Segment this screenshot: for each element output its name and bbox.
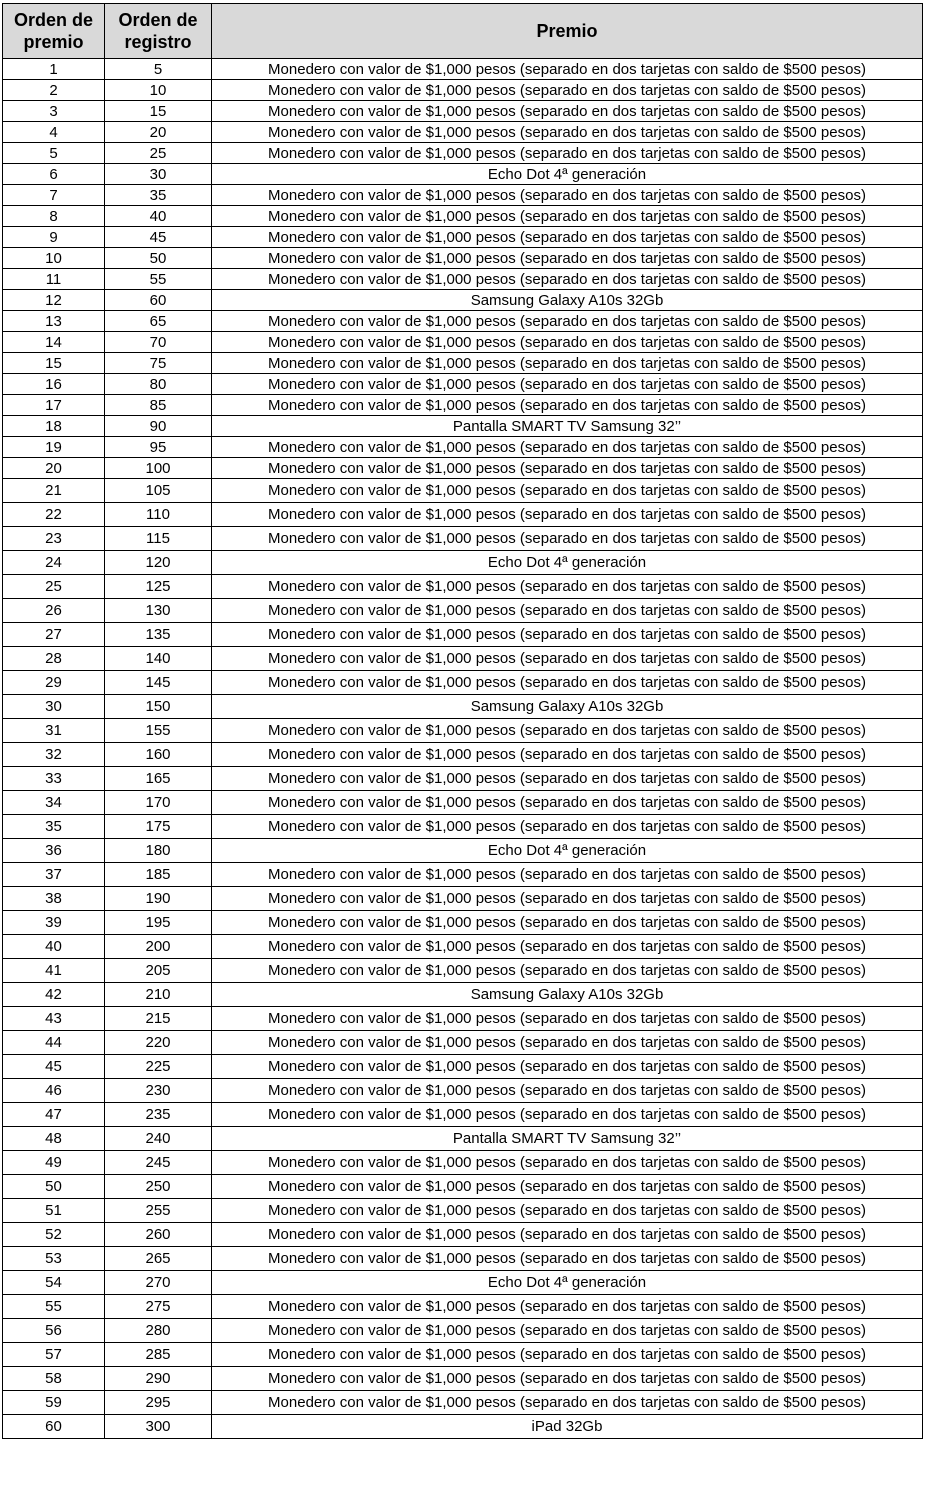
cell-premio: Monedero con valor de $1,000 pesos (separado en dos tarjetas con saldo de $500 pesos) bbox=[212, 1055, 923, 1079]
table-row bbox=[3, 1079, 923, 1103]
cell-premio: Monedero con valor de $1,000 pesos (separado en dos tarjetas con saldo de $500 pesos) bbox=[212, 527, 923, 551]
cell-orden-registro: 300 bbox=[105, 1415, 212, 1439]
cell-orden-registro: 125 bbox=[105, 575, 212, 599]
cell-premio: Monedero con valor de $1,000 pesos (separado en dos tarjetas con saldo de $500 pesos) bbox=[212, 815, 923, 839]
table-row bbox=[3, 332, 923, 353]
table-row bbox=[3, 353, 923, 374]
cell-orden-registro: 280 bbox=[105, 1319, 212, 1343]
table-row bbox=[3, 671, 923, 695]
cell-premio: Monedero con valor de $1,000 pesos (separado en dos tarjetas con saldo de $500 pesos) bbox=[212, 911, 923, 935]
cell-orden-registro: 160 bbox=[105, 743, 212, 767]
cell-premio: Monedero con valor de $1,000 pesos (separado en dos tarjetas con saldo de $500 pesos) bbox=[212, 269, 923, 290]
table-row bbox=[3, 935, 923, 959]
cell-premio: Monedero con valor de $1,000 pesos (separado en dos tarjetas con saldo de $500 pesos) bbox=[212, 623, 923, 647]
cell-premio: Echo Dot 4ª generación bbox=[212, 839, 923, 863]
cell-orden-premio: 38 bbox=[3, 887, 105, 911]
cell-orden-premio: 11 bbox=[3, 269, 105, 290]
table-body bbox=[3, 59, 923, 1439]
cell-orden-registro: 295 bbox=[105, 1391, 212, 1415]
table-row bbox=[3, 185, 923, 206]
cell-premio: Monedero con valor de $1,000 pesos (separado en dos tarjetas con saldo de $500 pesos) bbox=[212, 1031, 923, 1055]
cell-orden-registro: 40 bbox=[105, 206, 212, 227]
table-row bbox=[3, 1247, 923, 1271]
cell-orden-registro: 45 bbox=[105, 227, 212, 248]
cell-orden-registro: 65 bbox=[105, 311, 212, 332]
cell-orden-registro: 105 bbox=[105, 479, 212, 503]
cell-orden-registro: 155 bbox=[105, 719, 212, 743]
table-row bbox=[3, 416, 923, 437]
cell-premio: Echo Dot 4ª generación bbox=[212, 164, 923, 185]
cell-orden-premio: 51 bbox=[3, 1199, 105, 1223]
cell-premio: Monedero con valor de $1,000 pesos (separado en dos tarjetas con saldo de $500 pesos) bbox=[212, 122, 923, 143]
cell-premio: Monedero con valor de $1,000 pesos (separado en dos tarjetas con saldo de $500 pesos) bbox=[212, 1199, 923, 1223]
table-row bbox=[3, 437, 923, 458]
cell-orden-premio: 36 bbox=[3, 839, 105, 863]
cell-premio: Echo Dot 4ª generación bbox=[212, 1271, 923, 1295]
table-row bbox=[3, 647, 923, 671]
cell-orden-registro: 135 bbox=[105, 623, 212, 647]
cell-orden-premio: 13 bbox=[3, 311, 105, 332]
table-row bbox=[3, 164, 923, 185]
cell-orden-premio: 56 bbox=[3, 1319, 105, 1343]
cell-premio: Samsung Galaxy A10s 32Gb bbox=[212, 983, 923, 1007]
cell-orden-registro: 70 bbox=[105, 332, 212, 353]
cell-premio: Monedero con valor de $1,000 pesos (separado en dos tarjetas con saldo de $500 pesos) bbox=[212, 1295, 923, 1319]
cell-orden-premio: 20 bbox=[3, 458, 105, 479]
cell-orden-premio: 48 bbox=[3, 1127, 105, 1151]
cell-premio: Monedero con valor de $1,000 pesos (separado en dos tarjetas con saldo de $500 pesos) bbox=[212, 575, 923, 599]
cell-orden-premio: 17 bbox=[3, 395, 105, 416]
cell-orden-premio: 40 bbox=[3, 935, 105, 959]
cell-premio: Monedero con valor de $1,000 pesos (separado en dos tarjetas con saldo de $500 pesos) bbox=[212, 1223, 923, 1247]
cell-premio: Monedero con valor de $1,000 pesos (separado en dos tarjetas con saldo de $500 pesos) bbox=[212, 767, 923, 791]
table-row bbox=[3, 1391, 923, 1415]
table-row bbox=[3, 311, 923, 332]
cell-premio: Monedero con valor de $1,000 pesos (separado en dos tarjetas con saldo de $500 pesos) bbox=[212, 227, 923, 248]
cell-orden-premio: 55 bbox=[3, 1295, 105, 1319]
cell-premio: Monedero con valor de $1,000 pesos (separado en dos tarjetas con saldo de $500 pesos) bbox=[212, 671, 923, 695]
cell-orden-premio: 46 bbox=[3, 1079, 105, 1103]
cell-premio: Monedero con valor de $1,000 pesos (separado en dos tarjetas con saldo de $500 pesos) bbox=[212, 719, 923, 743]
cell-orden-registro: 190 bbox=[105, 887, 212, 911]
table-row bbox=[3, 458, 923, 479]
table-row bbox=[3, 1031, 923, 1055]
table-row bbox=[3, 479, 923, 503]
cell-orden-premio: 1 bbox=[3, 59, 105, 80]
cell-premio: Monedero con valor de $1,000 pesos (separado en dos tarjetas con saldo de $500 pesos) bbox=[212, 59, 923, 80]
cell-orden-registro: 260 bbox=[105, 1223, 212, 1247]
cell-orden-premio: 29 bbox=[3, 671, 105, 695]
cell-premio: Pantalla SMART TV Samsung 32’’ bbox=[212, 1127, 923, 1151]
cell-orden-premio: 60 bbox=[3, 1415, 105, 1439]
cell-orden-premio: 39 bbox=[3, 911, 105, 935]
cell-orden-premio: 2 bbox=[3, 80, 105, 101]
table-row bbox=[3, 623, 923, 647]
cell-orden-registro: 55 bbox=[105, 269, 212, 290]
cell-premio: Monedero con valor de $1,000 pesos (separado en dos tarjetas con saldo de $500 pesos) bbox=[212, 374, 923, 395]
cell-orden-registro: 95 bbox=[105, 437, 212, 458]
cell-orden-registro: 10 bbox=[105, 80, 212, 101]
cell-orden-premio: 14 bbox=[3, 332, 105, 353]
cell-orden-registro: 30 bbox=[105, 164, 212, 185]
table-row bbox=[3, 767, 923, 791]
table-row bbox=[3, 551, 923, 575]
prize-table bbox=[2, 3, 923, 1439]
cell-orden-premio: 4 bbox=[3, 122, 105, 143]
cell-premio: Monedero con valor de $1,000 pesos (separado en dos tarjetas con saldo de $500 pesos) bbox=[212, 479, 923, 503]
cell-orden-premio: 9 bbox=[3, 227, 105, 248]
table-row bbox=[3, 227, 923, 248]
cell-orden-registro: 290 bbox=[105, 1367, 212, 1391]
table-row bbox=[3, 575, 923, 599]
table-row bbox=[3, 290, 923, 311]
cell-orden-registro: 250 bbox=[105, 1175, 212, 1199]
cell-orden-premio: 34 bbox=[3, 791, 105, 815]
cell-orden-premio: 24 bbox=[3, 551, 105, 575]
cell-orden-premio: 42 bbox=[3, 983, 105, 1007]
cell-orden-premio: 27 bbox=[3, 623, 105, 647]
cell-orden-registro: 20 bbox=[105, 122, 212, 143]
cell-orden-registro: 180 bbox=[105, 839, 212, 863]
header-premio: Premio bbox=[212, 4, 923, 59]
cell-orden-registro: 35 bbox=[105, 185, 212, 206]
cell-orden-premio: 21 bbox=[3, 479, 105, 503]
cell-orden-premio: 57 bbox=[3, 1343, 105, 1367]
cell-premio: Pantalla SMART TV Samsung 32’’ bbox=[212, 416, 923, 437]
cell-premio: Monedero con valor de $1,000 pesos (separado en dos tarjetas con saldo de $500 pesos) bbox=[212, 1247, 923, 1271]
cell-orden-premio: 32 bbox=[3, 743, 105, 767]
table-row bbox=[3, 599, 923, 623]
cell-orden-premio: 44 bbox=[3, 1031, 105, 1055]
cell-orden-registro: 245 bbox=[105, 1151, 212, 1175]
cell-premio: iPad 32Gb bbox=[212, 1415, 923, 1439]
cell-orden-registro: 225 bbox=[105, 1055, 212, 1079]
cell-orden-premio: 43 bbox=[3, 1007, 105, 1031]
cell-premio: Monedero con valor de $1,000 pesos (separado en dos tarjetas con saldo de $500 pesos) bbox=[212, 80, 923, 101]
table-row bbox=[3, 1175, 923, 1199]
cell-orden-registro: 205 bbox=[105, 959, 212, 983]
cell-premio: Monedero con valor de $1,000 pesos (separado en dos tarjetas con saldo de $500 pesos) bbox=[212, 206, 923, 227]
cell-orden-registro: 230 bbox=[105, 1079, 212, 1103]
cell-premio: Monedero con valor de $1,000 pesos (separado en dos tarjetas con saldo de $500 pesos) bbox=[212, 1343, 923, 1367]
header-orden-registro: Orden de registro bbox=[105, 4, 212, 59]
cell-orden-registro: 100 bbox=[105, 458, 212, 479]
table-row bbox=[3, 863, 923, 887]
table-row bbox=[3, 59, 923, 80]
cell-orden-registro: 15 bbox=[105, 101, 212, 122]
cell-orden-premio: 12 bbox=[3, 290, 105, 311]
cell-orden-registro: 165 bbox=[105, 767, 212, 791]
cell-premio: Monedero con valor de $1,000 pesos (separado en dos tarjetas con saldo de $500 pesos) bbox=[212, 503, 923, 527]
cell-premio: Monedero con valor de $1,000 pesos (separado en dos tarjetas con saldo de $500 pesos) bbox=[212, 1319, 923, 1343]
cell-orden-registro: 130 bbox=[105, 599, 212, 623]
cell-premio: Monedero con valor de $1,000 pesos (separado en dos tarjetas con saldo de $500 pesos) bbox=[212, 743, 923, 767]
table-row bbox=[3, 101, 923, 122]
cell-orden-premio: 37 bbox=[3, 863, 105, 887]
table-row bbox=[3, 719, 923, 743]
table-row bbox=[3, 743, 923, 767]
table-row bbox=[3, 1367, 923, 1391]
table-row bbox=[3, 395, 923, 416]
table-row bbox=[3, 1127, 923, 1151]
cell-premio: Monedero con valor de $1,000 pesos (separado en dos tarjetas con saldo de $500 pesos) bbox=[212, 1367, 923, 1391]
cell-orden-premio: 49 bbox=[3, 1151, 105, 1175]
cell-premio: Monedero con valor de $1,000 pesos (separado en dos tarjetas con saldo de $500 pesos) bbox=[212, 332, 923, 353]
table-row bbox=[3, 1415, 923, 1439]
table-row bbox=[3, 1271, 923, 1295]
table-row bbox=[3, 983, 923, 1007]
cell-orden-registro: 150 bbox=[105, 695, 212, 719]
table-row bbox=[3, 1151, 923, 1175]
cell-orden-registro: 285 bbox=[105, 1343, 212, 1367]
cell-orden-registro: 170 bbox=[105, 791, 212, 815]
cell-orden-registro: 220 bbox=[105, 1031, 212, 1055]
cell-premio: Monedero con valor de $1,000 pesos (separado en dos tarjetas con saldo de $500 pesos) bbox=[212, 248, 923, 269]
cell-orden-premio: 54 bbox=[3, 1271, 105, 1295]
cell-orden-premio: 23 bbox=[3, 527, 105, 551]
cell-premio: Monedero con valor de $1,000 pesos (separado en dos tarjetas con saldo de $500 pesos) bbox=[212, 1079, 923, 1103]
cell-premio: Monedero con valor de $1,000 pesos (separado en dos tarjetas con saldo de $500 pesos) bbox=[212, 1103, 923, 1127]
cell-orden-premio: 52 bbox=[3, 1223, 105, 1247]
cell-premio: Monedero con valor de $1,000 pesos (separado en dos tarjetas con saldo de $500 pesos) bbox=[212, 1391, 923, 1415]
cell-orden-registro: 255 bbox=[105, 1199, 212, 1223]
table-row bbox=[3, 527, 923, 551]
cell-orden-premio: 45 bbox=[3, 1055, 105, 1079]
table-row bbox=[3, 143, 923, 164]
cell-orden-premio: 25 bbox=[3, 575, 105, 599]
cell-orden-registro: 215 bbox=[105, 1007, 212, 1031]
table-row bbox=[3, 1007, 923, 1031]
table-row bbox=[3, 80, 923, 101]
cell-orden-premio: 5 bbox=[3, 143, 105, 164]
cell-orden-registro: 90 bbox=[105, 416, 212, 437]
cell-premio: Monedero con valor de $1,000 pesos (separado en dos tarjetas con saldo de $500 pesos) bbox=[212, 959, 923, 983]
cell-orden-premio: 31 bbox=[3, 719, 105, 743]
header-row bbox=[3, 4, 923, 59]
cell-orden-registro: 80 bbox=[105, 374, 212, 395]
cell-premio: Monedero con valor de $1,000 pesos (separado en dos tarjetas con saldo de $500 pesos) bbox=[212, 185, 923, 206]
cell-orden-registro: 265 bbox=[105, 1247, 212, 1271]
cell-orden-registro: 235 bbox=[105, 1103, 212, 1127]
cell-premio: Monedero con valor de $1,000 pesos (separado en dos tarjetas con saldo de $500 pesos) bbox=[212, 1007, 923, 1031]
table-row bbox=[3, 1343, 923, 1367]
cell-orden-registro: 120 bbox=[105, 551, 212, 575]
cell-orden-premio: 53 bbox=[3, 1247, 105, 1271]
table-row bbox=[3, 206, 923, 227]
cell-premio: Monedero con valor de $1,000 pesos (separado en dos tarjetas con saldo de $500 pesos) bbox=[212, 647, 923, 671]
cell-premio: Samsung Galaxy A10s 32Gb bbox=[212, 290, 923, 311]
cell-orden-registro: 75 bbox=[105, 353, 212, 374]
table-row bbox=[3, 1295, 923, 1319]
table-row bbox=[3, 269, 923, 290]
cell-orden-registro: 240 bbox=[105, 1127, 212, 1151]
table-row bbox=[3, 695, 923, 719]
cell-orden-premio: 50 bbox=[3, 1175, 105, 1199]
table-row bbox=[3, 887, 923, 911]
cell-orden-registro: 85 bbox=[105, 395, 212, 416]
cell-orden-registro: 195 bbox=[105, 911, 212, 935]
cell-premio: Monedero con valor de $1,000 pesos (separado en dos tarjetas con saldo de $500 pesos) bbox=[212, 1175, 923, 1199]
cell-orden-premio: 7 bbox=[3, 185, 105, 206]
cell-premio: Monedero con valor de $1,000 pesos (separado en dos tarjetas con saldo de $500 pesos) bbox=[212, 863, 923, 887]
cell-orden-premio: 33 bbox=[3, 767, 105, 791]
table-row bbox=[3, 503, 923, 527]
cell-orden-registro: 140 bbox=[105, 647, 212, 671]
cell-orden-premio: 59 bbox=[3, 1391, 105, 1415]
cell-premio: Monedero con valor de $1,000 pesos (separado en dos tarjetas con saldo de $500 pesos) bbox=[212, 395, 923, 416]
table-row bbox=[3, 1103, 923, 1127]
cell-orden-premio: 3 bbox=[3, 101, 105, 122]
table-row bbox=[3, 1319, 923, 1343]
cell-orden-registro: 5 bbox=[105, 59, 212, 80]
cell-premio: Monedero con valor de $1,000 pesos (separado en dos tarjetas con saldo de $500 pesos) bbox=[212, 599, 923, 623]
cell-orden-registro: 60 bbox=[105, 290, 212, 311]
cell-premio: Monedero con valor de $1,000 pesos (separado en dos tarjetas con saldo de $500 pesos) bbox=[212, 143, 923, 164]
header-orden-premio: Orden de premio bbox=[3, 4, 105, 59]
cell-premio: Monedero con valor de $1,000 pesos (separado en dos tarjetas con saldo de $500 pesos) bbox=[212, 887, 923, 911]
cell-orden-premio: 22 bbox=[3, 503, 105, 527]
cell-orden-premio: 8 bbox=[3, 206, 105, 227]
cell-orden-registro: 210 bbox=[105, 983, 212, 1007]
table-row bbox=[3, 248, 923, 269]
table-row bbox=[3, 1223, 923, 1247]
cell-orden-registro: 110 bbox=[105, 503, 212, 527]
cell-orden-registro: 115 bbox=[105, 527, 212, 551]
cell-orden-premio: 10 bbox=[3, 248, 105, 269]
table-row bbox=[3, 839, 923, 863]
cell-orden-premio: 30 bbox=[3, 695, 105, 719]
cell-orden-premio: 19 bbox=[3, 437, 105, 458]
cell-orden-registro: 270 bbox=[105, 1271, 212, 1295]
cell-premio: Monedero con valor de $1,000 pesos (separado en dos tarjetas con saldo de $500 pesos) bbox=[212, 311, 923, 332]
cell-orden-premio: 6 bbox=[3, 164, 105, 185]
cell-premio: Monedero con valor de $1,000 pesos (separado en dos tarjetas con saldo de $500 pesos) bbox=[212, 101, 923, 122]
cell-orden-registro: 50 bbox=[105, 248, 212, 269]
cell-orden-registro: 275 bbox=[105, 1295, 212, 1319]
table-row bbox=[3, 911, 923, 935]
table-row bbox=[3, 122, 923, 143]
cell-premio: Monedero con valor de $1,000 pesos (separado en dos tarjetas con saldo de $500 pesos) bbox=[212, 437, 923, 458]
cell-orden-premio: 35 bbox=[3, 815, 105, 839]
cell-premio: Monedero con valor de $1,000 pesos (separado en dos tarjetas con saldo de $500 pesos) bbox=[212, 353, 923, 374]
table-header bbox=[3, 4, 923, 59]
cell-orden-registro: 145 bbox=[105, 671, 212, 695]
cell-orden-registro: 185 bbox=[105, 863, 212, 887]
cell-premio: Monedero con valor de $1,000 pesos (separado en dos tarjetas con saldo de $500 pesos) bbox=[212, 935, 923, 959]
table-row bbox=[3, 815, 923, 839]
cell-orden-registro: 175 bbox=[105, 815, 212, 839]
table-row bbox=[3, 1199, 923, 1223]
cell-orden-premio: 15 bbox=[3, 353, 105, 374]
cell-orden-registro: 200 bbox=[105, 935, 212, 959]
cell-orden-premio: 41 bbox=[3, 959, 105, 983]
table-row bbox=[3, 791, 923, 815]
cell-orden-premio: 26 bbox=[3, 599, 105, 623]
table-row bbox=[3, 959, 923, 983]
cell-orden-premio: 16 bbox=[3, 374, 105, 395]
cell-orden-registro: 25 bbox=[105, 143, 212, 164]
cell-premio: Monedero con valor de $1,000 pesos (separado en dos tarjetas con saldo de $500 pesos) bbox=[212, 791, 923, 815]
cell-orden-premio: 58 bbox=[3, 1367, 105, 1391]
cell-premio: Monedero con valor de $1,000 pesos (separado en dos tarjetas con saldo de $500 pesos) bbox=[212, 1151, 923, 1175]
cell-orden-premio: 28 bbox=[3, 647, 105, 671]
table-row bbox=[3, 1055, 923, 1079]
table-row bbox=[3, 374, 923, 395]
cell-orden-premio: 18 bbox=[3, 416, 105, 437]
cell-premio: Samsung Galaxy A10s 32Gb bbox=[212, 695, 923, 719]
cell-orden-premio: 47 bbox=[3, 1103, 105, 1127]
cell-premio: Monedero con valor de $1,000 pesos (separado en dos tarjetas con saldo de $500 pesos) bbox=[212, 458, 923, 479]
cell-premio: Echo Dot 4ª generación bbox=[212, 551, 923, 575]
